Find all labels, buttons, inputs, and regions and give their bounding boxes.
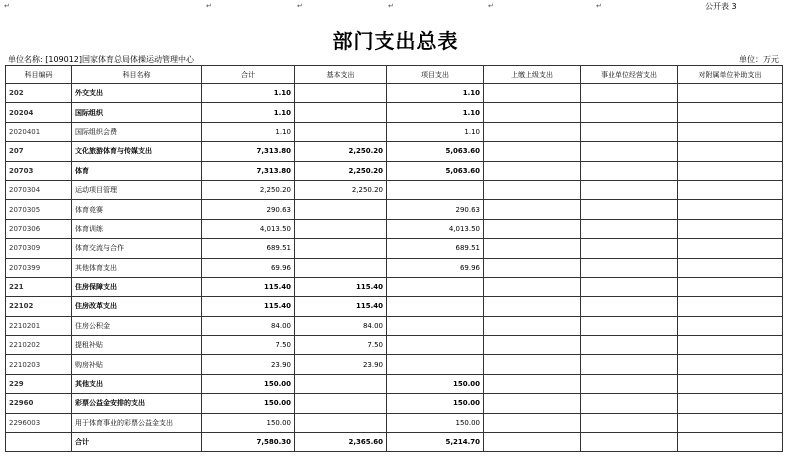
total-row	[6, 433, 783, 452]
empty-cell	[678, 316, 783, 335]
name-cell: 运动项目管理	[72, 180, 202, 199]
basic-cell: 2,250.20	[295, 142, 387, 161]
empty-cell	[484, 277, 581, 296]
paragraph-mark: ↵	[297, 2, 303, 10]
project-cell	[387, 277, 484, 296]
header-cell: 合计	[202, 66, 295, 84]
name-cell: 购房补贴	[72, 355, 202, 374]
paragraph-mark: ↵	[388, 2, 394, 10]
empty-cell	[678, 394, 783, 413]
total-cell: 115.40	[202, 277, 295, 296]
project-cell	[387, 355, 484, 374]
code-cell: 2210202	[6, 336, 72, 355]
header-cell: 对附属单位补助支出	[678, 66, 783, 84]
empty-cell	[678, 142, 783, 161]
total-cell: 23.90	[202, 355, 295, 374]
project-cell: 5,214.70	[387, 433, 484, 452]
project-cell	[387, 316, 484, 335]
name-cell: 提租补贴	[72, 336, 202, 355]
empty-cell	[678, 200, 783, 219]
empty-cell	[678, 219, 783, 238]
code-cell: 202	[6, 84, 72, 103]
name-cell: 国际组织会费	[72, 122, 202, 141]
empty-cell	[484, 200, 581, 219]
empty-cell	[581, 103, 678, 122]
project-cell: 1.10	[387, 122, 484, 141]
table-row	[6, 200, 783, 219]
basic-cell	[295, 239, 387, 258]
empty-cell	[484, 180, 581, 199]
basic-cell: 2,250.20	[295, 161, 387, 180]
empty-cell	[581, 433, 678, 452]
empty-cell	[484, 374, 581, 393]
basic-cell	[295, 122, 387, 141]
code-cell: 221	[6, 277, 72, 296]
basic-cell	[295, 258, 387, 277]
table-row	[6, 413, 783, 432]
empty-cell	[581, 336, 678, 355]
header-cell: 事业单位经营支出	[581, 66, 678, 84]
empty-cell	[581, 84, 678, 103]
empty-cell	[581, 180, 678, 199]
expenditure-table	[5, 65, 783, 452]
code-cell: 2070306	[6, 219, 72, 238]
header-cell: 科目名称	[72, 66, 202, 84]
project-cell	[387, 336, 484, 355]
basic-cell: 84.00	[295, 316, 387, 335]
empty-cell	[484, 316, 581, 335]
total-cell: 69.96	[202, 258, 295, 277]
paragraph-mark: ↵	[206, 2, 212, 10]
empty-cell	[581, 219, 678, 238]
code-cell: 22102	[6, 297, 72, 316]
name-cell: 体育竞赛	[72, 200, 202, 219]
basic-cell	[295, 84, 387, 103]
table-row	[6, 161, 783, 180]
table-row	[6, 122, 783, 141]
total-cell: 4,013.50	[202, 219, 295, 238]
table-header-row	[6, 66, 783, 84]
page-marker: 公开表 3	[705, 2, 737, 11]
name-cell: 外交支出	[72, 84, 202, 103]
basic-cell: 2,365.60	[295, 433, 387, 452]
empty-cell	[484, 394, 581, 413]
name-cell: 体育交流与合作	[72, 239, 202, 258]
empty-cell	[678, 277, 783, 296]
header-cell: 上缴上级支出	[484, 66, 581, 84]
empty-cell	[484, 413, 581, 432]
empty-cell	[484, 433, 581, 452]
empty-cell	[581, 258, 678, 277]
table-row	[6, 277, 783, 296]
empty-cell	[484, 161, 581, 180]
empty-cell	[678, 374, 783, 393]
name-cell: 国际组织	[72, 103, 202, 122]
project-cell: 4,013.50	[387, 219, 484, 238]
total-cell: 689.51	[202, 239, 295, 258]
name-cell: 用于体育事业的彩票公益金支出	[72, 413, 202, 432]
empty-cell	[484, 122, 581, 141]
name-cell: 其他体育支出	[72, 258, 202, 277]
name-cell: 其他支出	[72, 374, 202, 393]
empty-cell	[678, 180, 783, 199]
total-cell: 1.10	[202, 84, 295, 103]
project-cell: 290.63	[387, 200, 484, 219]
table-row	[6, 103, 783, 122]
header-cell: 项目支出	[387, 66, 484, 84]
empty-cell	[581, 277, 678, 296]
empty-cell	[581, 394, 678, 413]
empty-cell	[484, 84, 581, 103]
empty-cell	[581, 297, 678, 316]
code-cell	[6, 433, 72, 452]
name-cell: 文化旅游体育与传媒支出	[72, 142, 202, 161]
table-row	[6, 374, 783, 393]
empty-cell	[678, 239, 783, 258]
empty-cell	[581, 355, 678, 374]
table-row	[6, 336, 783, 355]
table-row	[6, 297, 783, 316]
code-cell: 2210203	[6, 355, 72, 374]
project-cell: 1.10	[387, 84, 484, 103]
paragraph-mark: ↵	[488, 2, 494, 10]
project-cell: 1.10	[387, 103, 484, 122]
code-cell: 2210201	[6, 316, 72, 335]
name-cell: 住房公积金	[72, 316, 202, 335]
empty-cell	[678, 122, 783, 141]
name-cell: 住房改革支出	[72, 297, 202, 316]
total-cell: 7,580.30	[202, 433, 295, 452]
empty-cell	[484, 239, 581, 258]
code-cell: 20703	[6, 161, 72, 180]
code-cell: 2070304	[6, 180, 72, 199]
basic-cell	[295, 103, 387, 122]
code-cell: 2070399	[6, 258, 72, 277]
empty-cell	[581, 239, 678, 258]
project-cell: 150.00	[387, 394, 484, 413]
code-cell: 2020401	[6, 122, 72, 141]
code-cell: 22960	[6, 394, 72, 413]
table-row	[6, 316, 783, 335]
table-row	[6, 219, 783, 238]
empty-cell	[484, 219, 581, 238]
empty-cell	[678, 413, 783, 432]
empty-cell	[678, 84, 783, 103]
basic-cell: 7.50	[295, 336, 387, 355]
total-cell: 150.00	[202, 394, 295, 413]
project-cell: 150.00	[387, 413, 484, 432]
unit-name: 单位名称: [109012]国家体育总局体操运动管理中心	[8, 55, 195, 64]
code-cell: 2070309	[6, 239, 72, 258]
table-row	[6, 239, 783, 258]
empty-cell	[678, 258, 783, 277]
basic-cell: 23.90	[295, 355, 387, 374]
code-cell: 20204	[6, 103, 72, 122]
project-cell: 150.00	[387, 374, 484, 393]
table-row	[6, 180, 783, 199]
name-cell: 合计	[72, 433, 202, 452]
code-cell: 229	[6, 374, 72, 393]
empty-cell	[678, 103, 783, 122]
project-cell: 5,063.60	[387, 161, 484, 180]
basic-cell	[295, 413, 387, 432]
empty-cell	[484, 336, 581, 355]
total-cell: 2,250.20	[202, 180, 295, 199]
basic-cell: 115.40	[295, 297, 387, 316]
basic-cell	[295, 394, 387, 413]
total-cell: 1.10	[202, 103, 295, 122]
name-cell: 体育训练	[72, 219, 202, 238]
empty-cell	[581, 200, 678, 219]
table-row	[6, 394, 783, 413]
empty-cell	[484, 355, 581, 374]
table-row	[6, 84, 783, 103]
basic-cell	[295, 219, 387, 238]
basic-cell: 2,250.20	[295, 180, 387, 199]
total-cell: 7.50	[202, 336, 295, 355]
total-cell: 7,313.80	[202, 161, 295, 180]
total-cell: 1.10	[202, 122, 295, 141]
header-cell: 基本支出	[295, 66, 387, 84]
project-cell	[387, 180, 484, 199]
project-cell	[387, 297, 484, 316]
empty-cell	[484, 142, 581, 161]
basic-cell	[295, 374, 387, 393]
empty-cell	[581, 374, 678, 393]
paragraph-mark: ↵	[596, 2, 602, 10]
page-title: 部门支出总表	[332, 29, 459, 53]
empty-cell	[484, 103, 581, 122]
basic-cell: 115.40	[295, 277, 387, 296]
total-cell: 84.00	[202, 316, 295, 335]
total-cell: 150.00	[202, 413, 295, 432]
empty-cell	[581, 122, 678, 141]
empty-cell	[581, 142, 678, 161]
paragraph-mark: ↵	[4, 2, 10, 10]
header-cell: 科目编码	[6, 66, 72, 84]
empty-cell	[484, 258, 581, 277]
total-cell: 290.63	[202, 200, 295, 219]
project-cell: 689.51	[387, 239, 484, 258]
total-cell: 115.40	[202, 297, 295, 316]
name-cell: 住房保障支出	[72, 277, 202, 296]
project-cell: 5,063.60	[387, 142, 484, 161]
empty-cell	[678, 433, 783, 452]
empty-cell	[678, 297, 783, 316]
empty-cell	[678, 355, 783, 374]
name-cell: 彩票公益金安排的支出	[72, 394, 202, 413]
basic-cell	[295, 200, 387, 219]
code-cell: 2070305	[6, 200, 72, 219]
empty-cell	[581, 161, 678, 180]
empty-cell	[581, 316, 678, 335]
empty-cell	[678, 161, 783, 180]
total-cell: 7,313.80	[202, 142, 295, 161]
table-row	[6, 258, 783, 277]
empty-cell	[678, 336, 783, 355]
unit-label: 单位：万元	[739, 55, 779, 64]
empty-cell	[581, 413, 678, 432]
name-cell: 体育	[72, 161, 202, 180]
table-row	[6, 355, 783, 374]
total-cell: 150.00	[202, 374, 295, 393]
table-row	[6, 142, 783, 161]
project-cell: 69.96	[387, 258, 484, 277]
empty-cell	[484, 297, 581, 316]
code-cell: 2296003	[6, 413, 72, 432]
code-cell: 207	[6, 142, 72, 161]
